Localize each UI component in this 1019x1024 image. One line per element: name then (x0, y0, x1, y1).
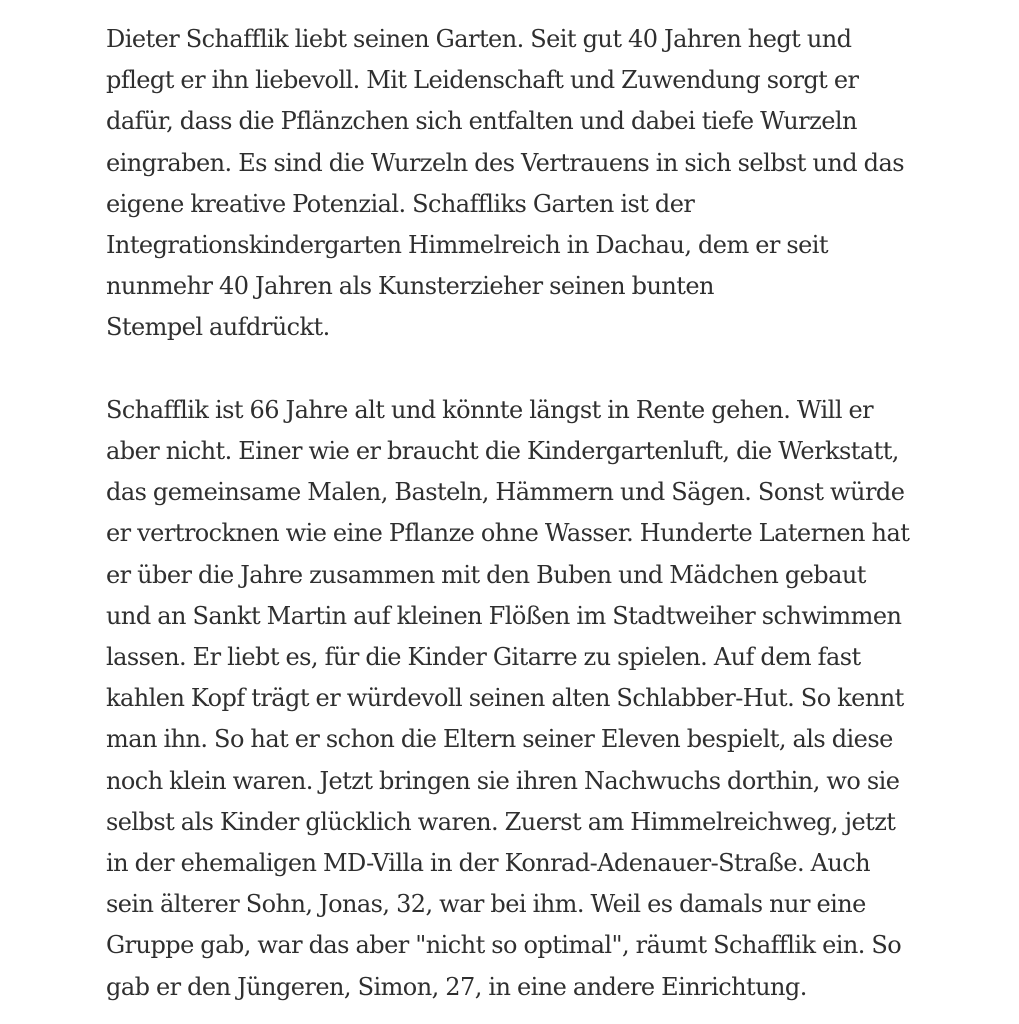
text-line: selbst als Kinder glücklich waren. Zuerst am Himmelreichweg, jetzt (106, 807, 896, 836)
text-line: man ihn. So hat er schon die Eltern seiner Eleven bespielt, als diese (106, 725, 893, 754)
text-line: und an Sankt Martin auf kleinen Flößen im Stadtweiher schwimmen (106, 601, 902, 630)
text-line: pflegt er ihn liebevoll. Mit Leidenschaft und Zuwendung sorgt er (106, 66, 859, 95)
article-body (106, 19, 986, 1008)
text-line: kahlen Kopf trägt er würdevoll seinen alten Schlabber-Hut. So kennt (106, 684, 904, 713)
text-line: Schafflik ist 66 Jahre alt und könnte längst in Rente gehen. Will er (106, 395, 874, 424)
text-line: noch klein waren. Jetzt bringen sie ihren Nachwuchs dorthin, wo sie (106, 766, 900, 795)
text-line: eigene kreative Potenzial. Schaffliks Garten ist der (106, 189, 695, 218)
text-line: das gemeinsame Malen, Basteln, Hämmern und Sägen. Sonst würde (106, 478, 905, 507)
text-line: er über die Jahre zusammen mit den Buben und Mädchen gebaut (106, 560, 866, 589)
text-line: nunmehr 40 Jahren als Kunsterzieher seinen bunten (106, 272, 714, 301)
text-line: aber nicht. Einer wie er braucht die Kindergartenluft, die Werkstatt, (106, 437, 899, 466)
text-line: gab er den Jüngeren, Simon, 27, in eine andere Einrichtung. (106, 972, 807, 1001)
text-line: in der ehemaligen MD-Villa in der Konrad-Adenauer-Straße. Auch (106, 849, 871, 878)
text-line: Stempel aufdrückt. (106, 313, 330, 342)
text-line: Dieter Schafflik liebt seinen Garten. Seit gut 40 Jahren hegt und (106, 25, 852, 53)
text-line: dafür, dass die Pflänzchen sich entfalten und dabei tiefe Wurzeln (106, 107, 857, 136)
text-line: er vertrocknen wie eine Pflanze ohne Wasser. Hunderte Laternen hat (106, 519, 910, 548)
text-line: sein älterer Sohn, Jonas, 32, war bei ihm. Weil es damals nur eine (106, 890, 866, 919)
text-line: Integrationskindergarten Himmelreich in Dachau, dem er seit (106, 231, 829, 260)
paragraph-retirement (106, 390, 986, 1008)
text-line: eingraben. Es sind die Wurzeln des Vertrauens in sich selbst und das (106, 148, 905, 177)
text-line: Gruppe gab, war das aber "nicht so optimal", räumt Schafflik ein. So (106, 931, 902, 960)
text-line: lassen. Er liebt es, für die Kinder Gitarre zu spielen. Auf dem fast (106, 643, 861, 672)
paragraph-garden (106, 19, 986, 349)
